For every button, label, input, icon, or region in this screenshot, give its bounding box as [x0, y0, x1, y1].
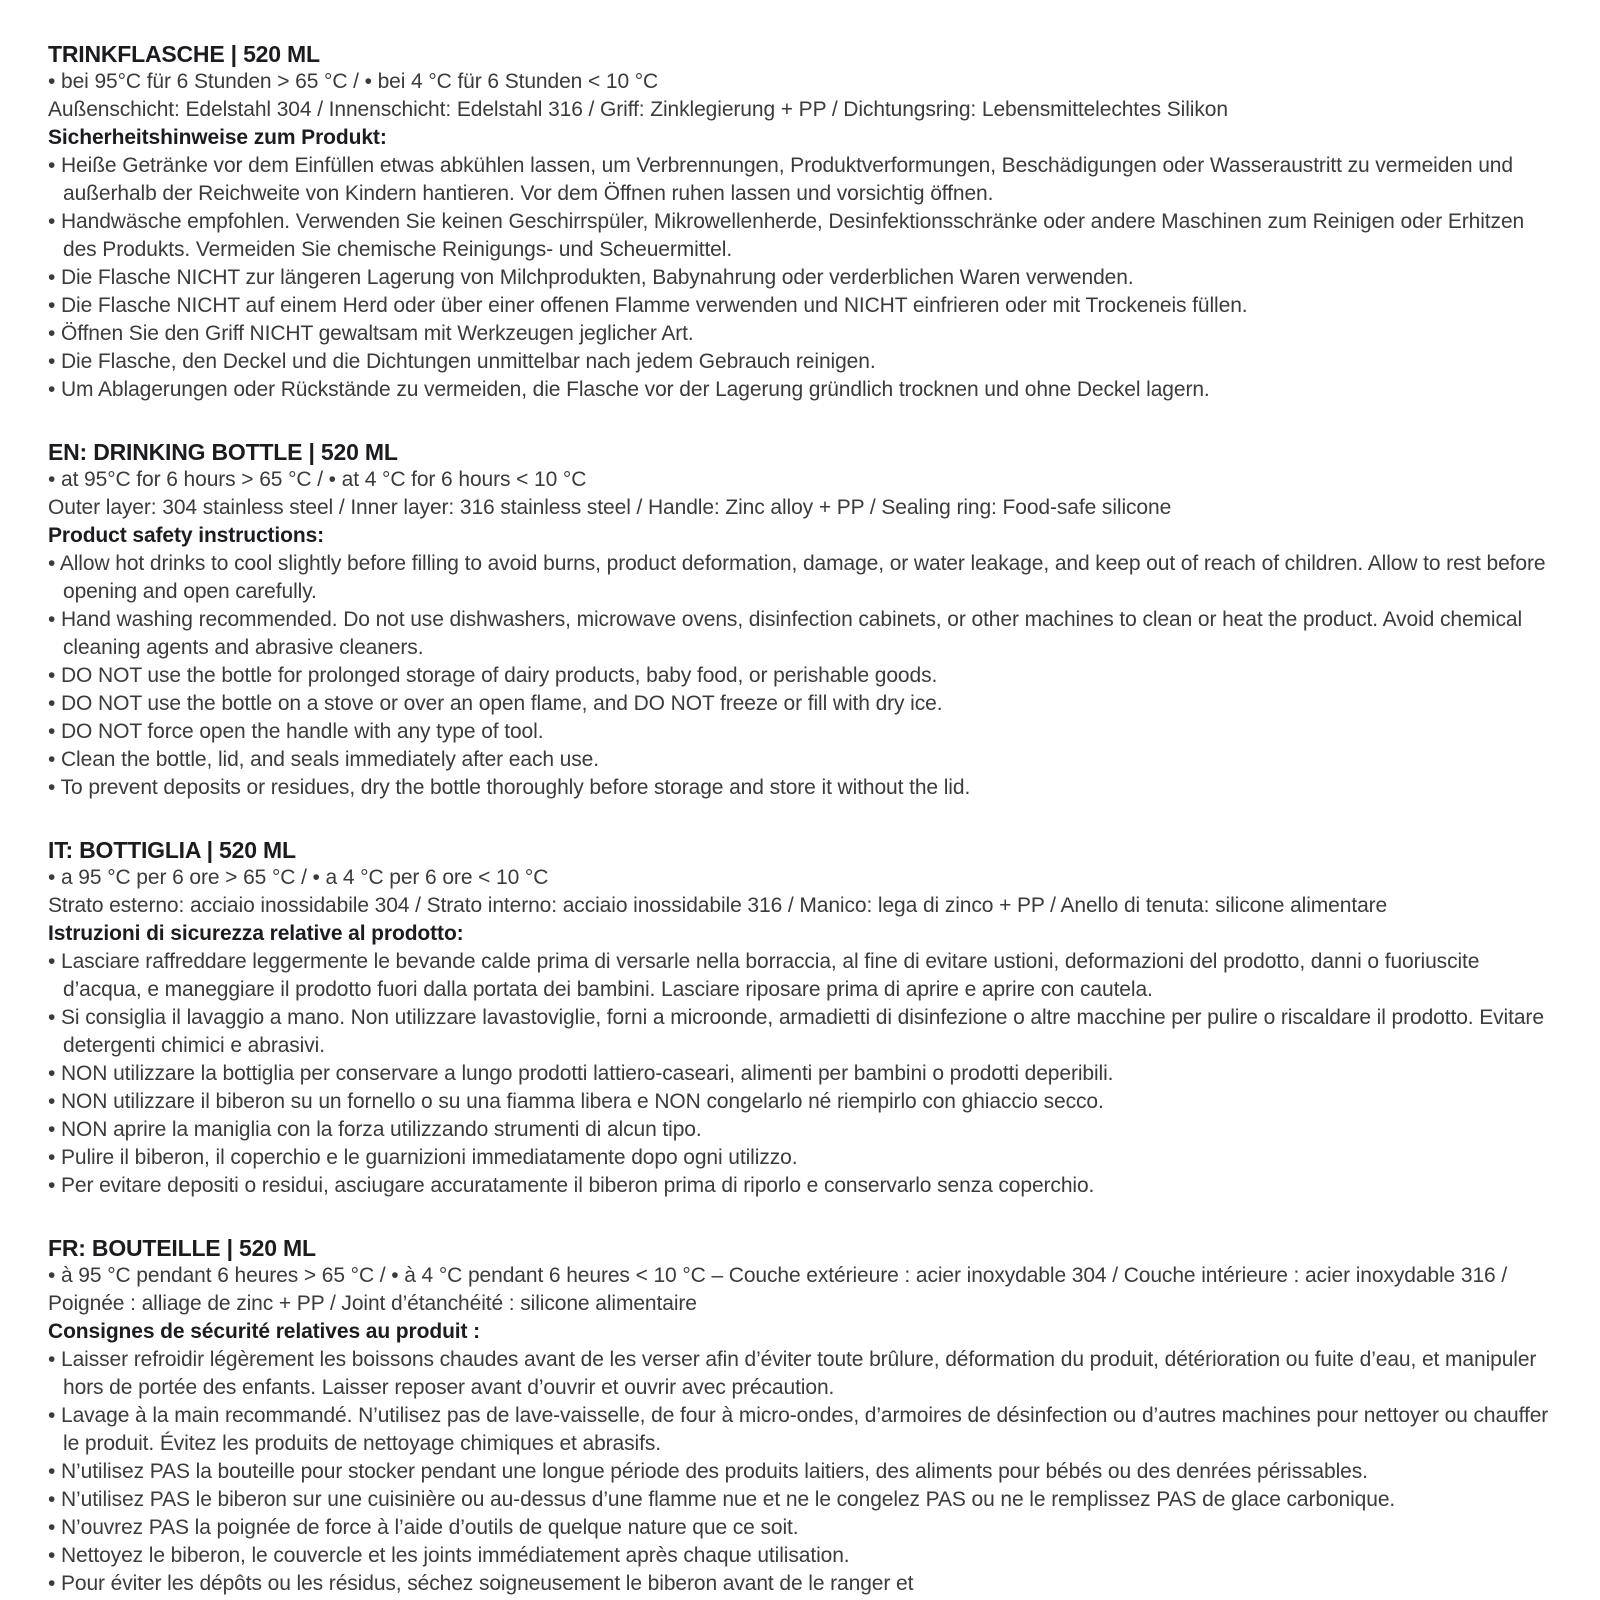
safety-bullet-en: • DO NOT use the bottle on a stove or over an open flame, and DO NOT freeze or fill with dry ice.: [48, 692, 943, 715]
safety-bullet-list-de: [48, 152, 1560, 404]
materials-spec-it: Strato esterno: acciaio inossidabile 304 / Strato interno: acciaio inossidabile 316 / Manico: lega di zinco + PP / Anello di tenuta: silicone alimentare: [48, 894, 1388, 917]
safety-bullet-de: • Die Flasche, den Deckel und die Dichtungen unmittelbar nach jedem Gebrauch reinigen.: [48, 350, 876, 373]
temperature-spec-it: • a 95 °C per 6 ore > 65 °C / • a 4 °C per 6 ore < 10 °C: [48, 866, 549, 889]
temperature-materials-spec-fr: • à 95 °C pendant 6 heures > 65 °C / • à 4 °C pendant 6 heures < 10 °C – Couche extérieure : acier inoxydable 304 / Couche intérieure : acier inoxydable 316 / Poignée : alliage de zinc + PP / Joint d’étanchéité : silicone alimentaire: [48, 1264, 1508, 1315]
safety-bullet-en: • Allow hot drinks to cool slightly before filling to avoid burns, product deformation, damage, or water leakage, and keep out of reach of children. Allow to rest before opening and open carefully.: [48, 552, 1546, 603]
safety-instructions-heading-de: Sicherheitshinweise zum Produkt:: [48, 126, 387, 149]
section-heading-it: IT: BOTTIGLIA | 520 ML: [48, 837, 296, 863]
section-it: [48, 836, 1560, 1200]
safety-bullet-it: • Lasciare raffreddare leggermente le bevande calde prima di versarle nella borraccia, al fine di evitare ustioni, deformazioni del prodotto, danni o fuoriuscite d’acqua, e maneggiare il prodotto fuori dalla portata dei bambini. Lasciare riposare prima di aprire e aprire con cautela.: [48, 950, 1480, 1001]
safety-bullet-list-en: [48, 550, 1560, 802]
safety-instructions-heading-en: Product safety instructions:: [48, 524, 325, 547]
safety-bullet-en: • Clean the bottle, lid, and seals immediately after each use.: [48, 748, 599, 771]
safety-bullet-fr: • Nettoyez le biberon, le couvercle et les joints immédiatement après chaque utilisation.: [48, 1544, 850, 1567]
safety-bullet-fr: • Pour éviter les dépôts ou les résidus, séchez soigneusement le biberon avant de le ranger et: [48, 1572, 914, 1595]
safety-instructions-heading-fr: Consignes de sécurité relatives au produit :: [48, 1320, 481, 1343]
safety-bullet-fr: • Lavage à la main recommandé. N’utilisez pas de lave-vaisselle, de four à micro-ondes, d’armoires de désinfection ou d’autres machines pour nettoyer ou chauffer le produit. Évitez les produits de nettoyage chimiques et abrasifs.: [48, 1404, 1549, 1455]
safety-bullet-list-fr: [48, 1346, 1560, 1598]
safety-bullet-en: • To prevent deposits or residues, dry the bottle thoroughly before storage and store it without the lid.: [48, 776, 971, 799]
safety-bullet-de: • Die Flasche NICHT auf einem Herd oder über einer offenen Flamme verwenden und NICHT einfrieren oder mit Trockeneis füllen.: [48, 294, 1248, 317]
safety-bullet-fr: • N’ouvrez PAS la poignée de force à l’aide d’outils de quelque nature que ce soit.: [48, 1516, 799, 1539]
safety-bullet-de: • Um Ablagerungen oder Rückstände zu vermeiden, die Flasche vor der Lagerung gründlich trocknen und ohne Deckel lagern.: [48, 378, 1210, 401]
safety-bullet-de: • Heiße Getränke vor dem Einfüllen etwas abkühlen lassen, um Verbrennungen, Produktverformungen, Beschädigungen oder Wasseraustritt zu vermeiden und außerhalb der Reichweite von Kindern hantieren. Vor dem Öffnen ruhen lassen und vorsichtig öffnen.: [48, 154, 1513, 205]
materials-spec-de: Außenschicht: Edelstahl 304 / Innenschicht: Edelstahl 316 / Griff: Zinklegierung + PP / Dichtungsring: Lebensmittelechtes Silikon: [48, 98, 1228, 121]
safety-bullet-it: • Pulire il biberon, il coperchio e le guarnizioni immediatamente dopo ogni utilizzo.: [48, 1146, 798, 1169]
section-heading-de: TRINKFLASCHE | 520 ML: [48, 41, 320, 67]
section-fr: [48, 1234, 1560, 1598]
section-heading-fr: FR: BOUTEILLE | 520 ML: [48, 1235, 316, 1261]
safety-bullet-fr: • N’utilisez PAS la bouteille pour stocker pendant une longue période des produits laitiers, des aliments pour bébés ou des denrées périssables.: [48, 1460, 1368, 1483]
safety-bullet-it: • NON utilizzare il biberon su un fornello o su una fiamma libera e NON congelarlo né riempirlo con ghiaccio secco.: [48, 1090, 1104, 1113]
instruction-content: [48, 40, 1560, 1598]
safety-bullet-it: • NON utilizzare la bottiglia per conservare a lungo prodotti lattiero-caseari, alimenti per bambini o prodotti deperibili.: [48, 1062, 1114, 1085]
safety-bullet-de: • Öffnen Sie den Griff NICHT gewaltsam mit Werkzeugen jeglicher Art.: [48, 322, 694, 345]
safety-bullet-de: • Die Flasche NICHT zur längeren Lagerung von Milchprodukten, Babynahrung oder verderblichen Waren verwenden.: [48, 266, 1134, 289]
safety-bullet-it: • NON aprire la maniglia con la forza utilizzando strumenti di alcun tipo.: [48, 1118, 702, 1141]
safety-bullet-en: • DO NOT use the bottle for prolonged storage of dairy products, baby food, or perishable goods.: [48, 664, 938, 687]
safety-bullet-de: • Handwäsche empfohlen. Verwenden Sie keinen Geschirrspüler, Mikrowellenherde, Desinfektionsschränke oder andere Maschinen zum Reinigen oder Erhitzen des Produkts. Vermeiden Sie chemische Reinigungs- und Scheuermittel.: [48, 210, 1525, 261]
section-de: [48, 40, 1560, 404]
safety-instructions-heading-it: Istruzioni di sicurezza relative al prodotto:: [48, 922, 464, 945]
section-heading-en: EN: DRINKING BOTTLE | 520 ML: [48, 439, 398, 465]
safety-bullet-list-it: [48, 948, 1560, 1200]
materials-spec-en: Outer layer: 304 stainless steel / Inner layer: 316 stainless steel / Handle: Zinc alloy + PP / Sealing ring: Food-safe silicone: [48, 496, 1172, 519]
temperature-spec-de: • bei 95°C für 6 Stunden > 65 °C / • bei 4 °C für 6 Stunden < 10 °C: [48, 70, 659, 93]
safety-bullet-en: • DO NOT force open the handle with any type of tool.: [48, 720, 544, 743]
section-en: [48, 438, 1560, 802]
safety-bullet-it: • Per evitare depositi o residui, asciugare accuratamente il biberon prima di riporlo e conservarlo senza coperchio.: [48, 1174, 1095, 1197]
temperature-spec-en: • at 95°C for 6 hours > 65 °C / • at 4 °C for 6 hours < 10 °C: [48, 468, 587, 491]
safety-bullet-fr: • N’utilisez PAS le biberon sur une cuisinière ou au-dessus d’une flamme nue et ne le congelez PAS ou ne le remplissez PAS de glace carbonique.: [48, 1488, 1396, 1511]
safety-bullet-en: • Hand washing recommended. Do not use dishwashers, microwave ovens, disinfection cabinets, or other machines to clean or heat the product. Avoid chemical cleaning agents and abrasive cleaners.: [48, 608, 1523, 659]
safety-bullet-fr: • Laisser refroidir légèrement les boissons chaudes avant de les verser afin d’éviter toute brûlure, déformation du produit, détérioration ou fuite d’eau, et manipuler hors de portée des enfants. Laisser reposer avant d’ouvrir et ouvrir avec précaution.: [48, 1348, 1537, 1399]
safety-bullet-it: • Si consiglia il lavaggio a mano. Non utilizzare lavastoviglie, forni a microonde, armadietti di disinfezione o altre macchine per pulire o riscaldare il prodotto. Evitare detergenti chimici e abrasivi.: [48, 1006, 1544, 1057]
